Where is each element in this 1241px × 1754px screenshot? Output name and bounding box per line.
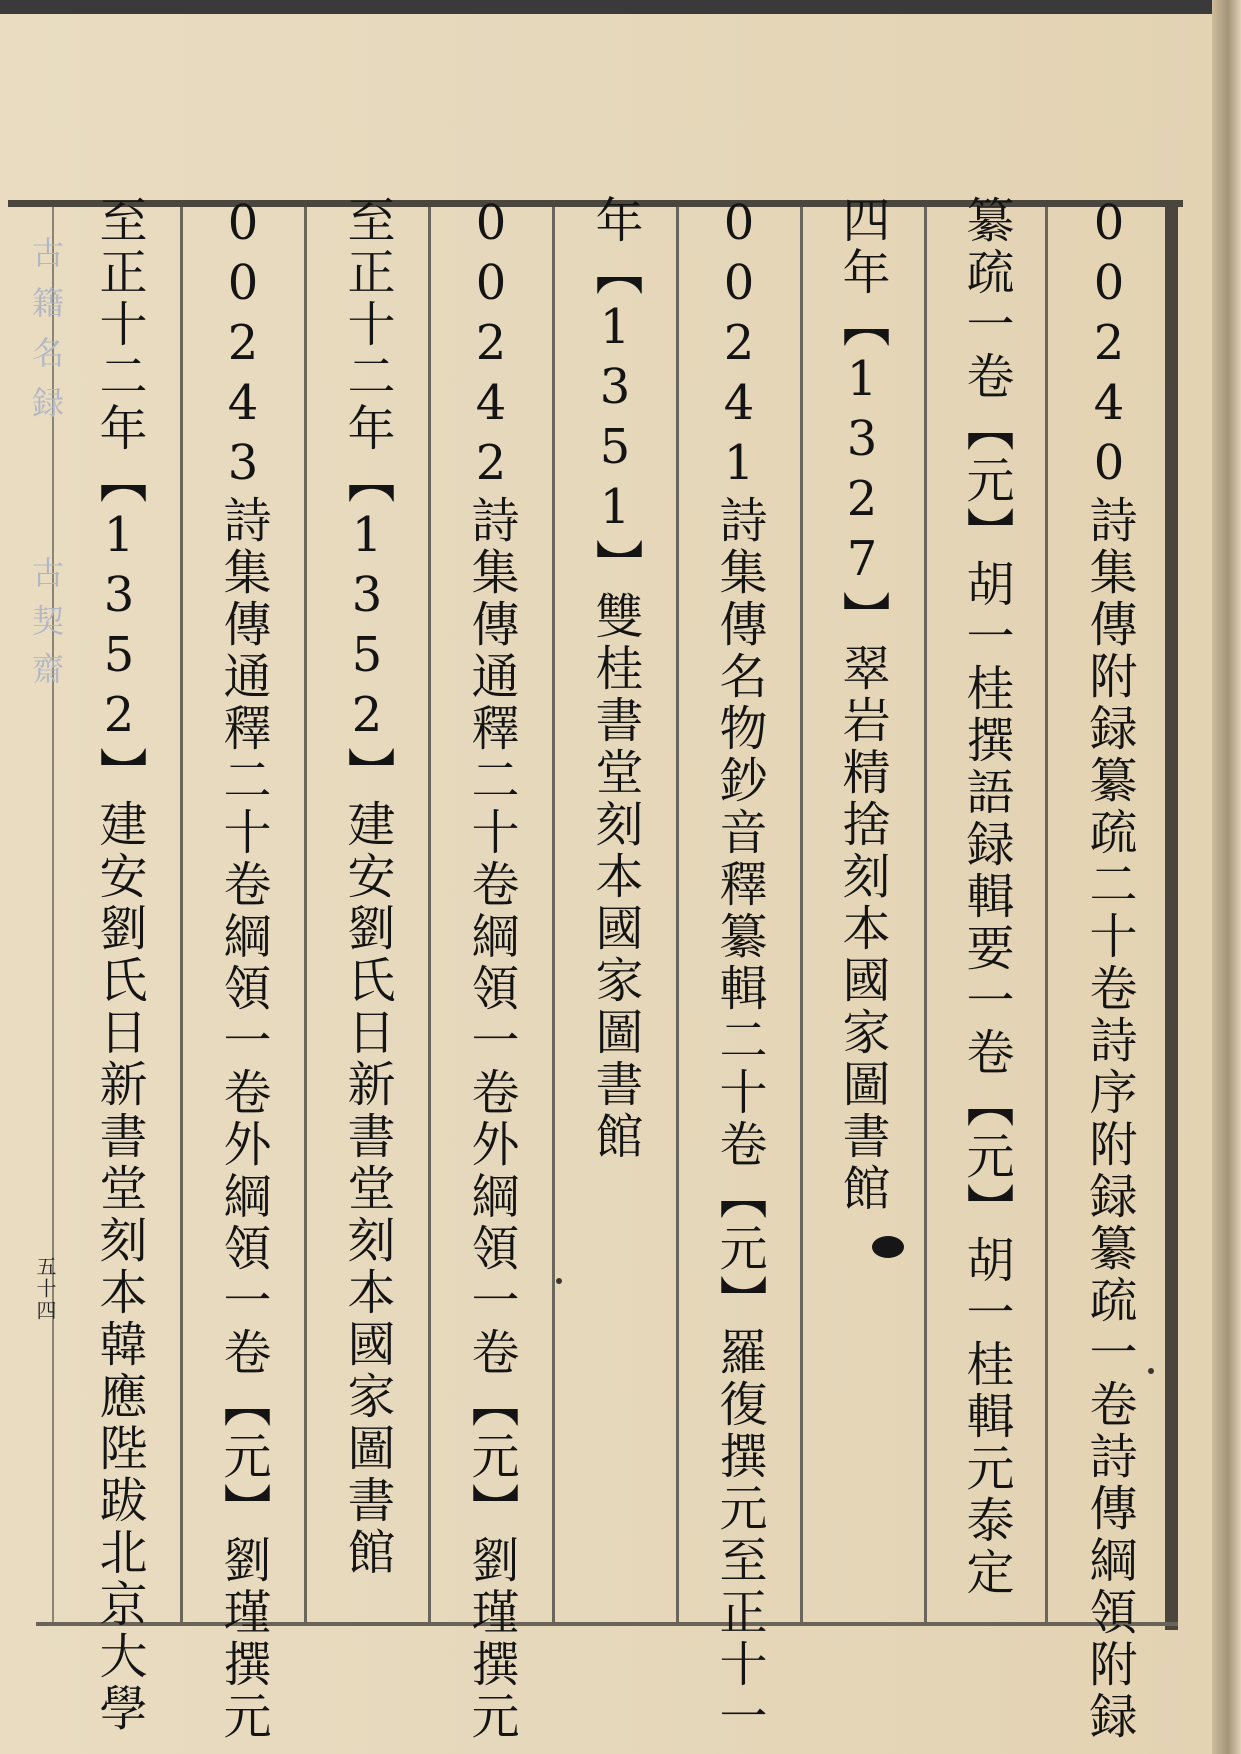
text-column-4: 00241詩集傳名物鈔音釋纂輯二十卷【元】羅復撰元至正十一 [711, 195, 767, 1743]
frame-bottom-border [36, 1622, 1178, 1626]
margin-studio-name: 古契齋 [27, 556, 65, 700]
column-rule [800, 207, 803, 1622]
text-column-6: 00242詩集傳通釋二十卷綱領一卷外綱領一卷【元】劉瑾撰元 [463, 195, 519, 1743]
text-column-3: 四年【1327】翠岩精捨刻本國家圖書館 [834, 195, 890, 1215]
column-rule [1045, 207, 1048, 1622]
text-column-8: 00243詩集傳通釋二十卷綱領一卷外綱領一卷【元】劉瑾撰元 [215, 195, 271, 1743]
frame-right-border [1165, 200, 1178, 1630]
column-rule [924, 207, 927, 1622]
text-column-7: 至正十二年【1352】建安劉氏日新書堂刻本國家圖書館 [339, 195, 395, 1579]
ink-blot [872, 1236, 904, 1258]
text-column-5: 年【1351】雙桂書堂刻本國家圖書館 [587, 195, 643, 1163]
column-rule [552, 207, 555, 1622]
text-column-2: 纂疏一卷【元】胡一桂撰語録輯要一卷【元】胡一桂輯元泰定 [958, 195, 1014, 1599]
page-edge [1212, 0, 1241, 1754]
ink-speck [556, 1278, 562, 1284]
column-rule [304, 207, 307, 1622]
text-column-9: 至正十二年【1352】建安劉氏日新書堂刻本韓應陛跋北京大學 [91, 195, 147, 1735]
margin-book-title: 古籍名録 [27, 236, 65, 436]
column-rule [180, 207, 183, 1622]
column-rule [676, 207, 679, 1622]
ink-speck [1148, 1368, 1154, 1374]
text-column-1: 00240詩集傳附録纂疏二十卷詩序附録纂疏一卷詩傳綱領附録 [1081, 195, 1137, 1743]
page-number: 五十四 [33, 1256, 57, 1322]
column-rule [428, 207, 431, 1622]
